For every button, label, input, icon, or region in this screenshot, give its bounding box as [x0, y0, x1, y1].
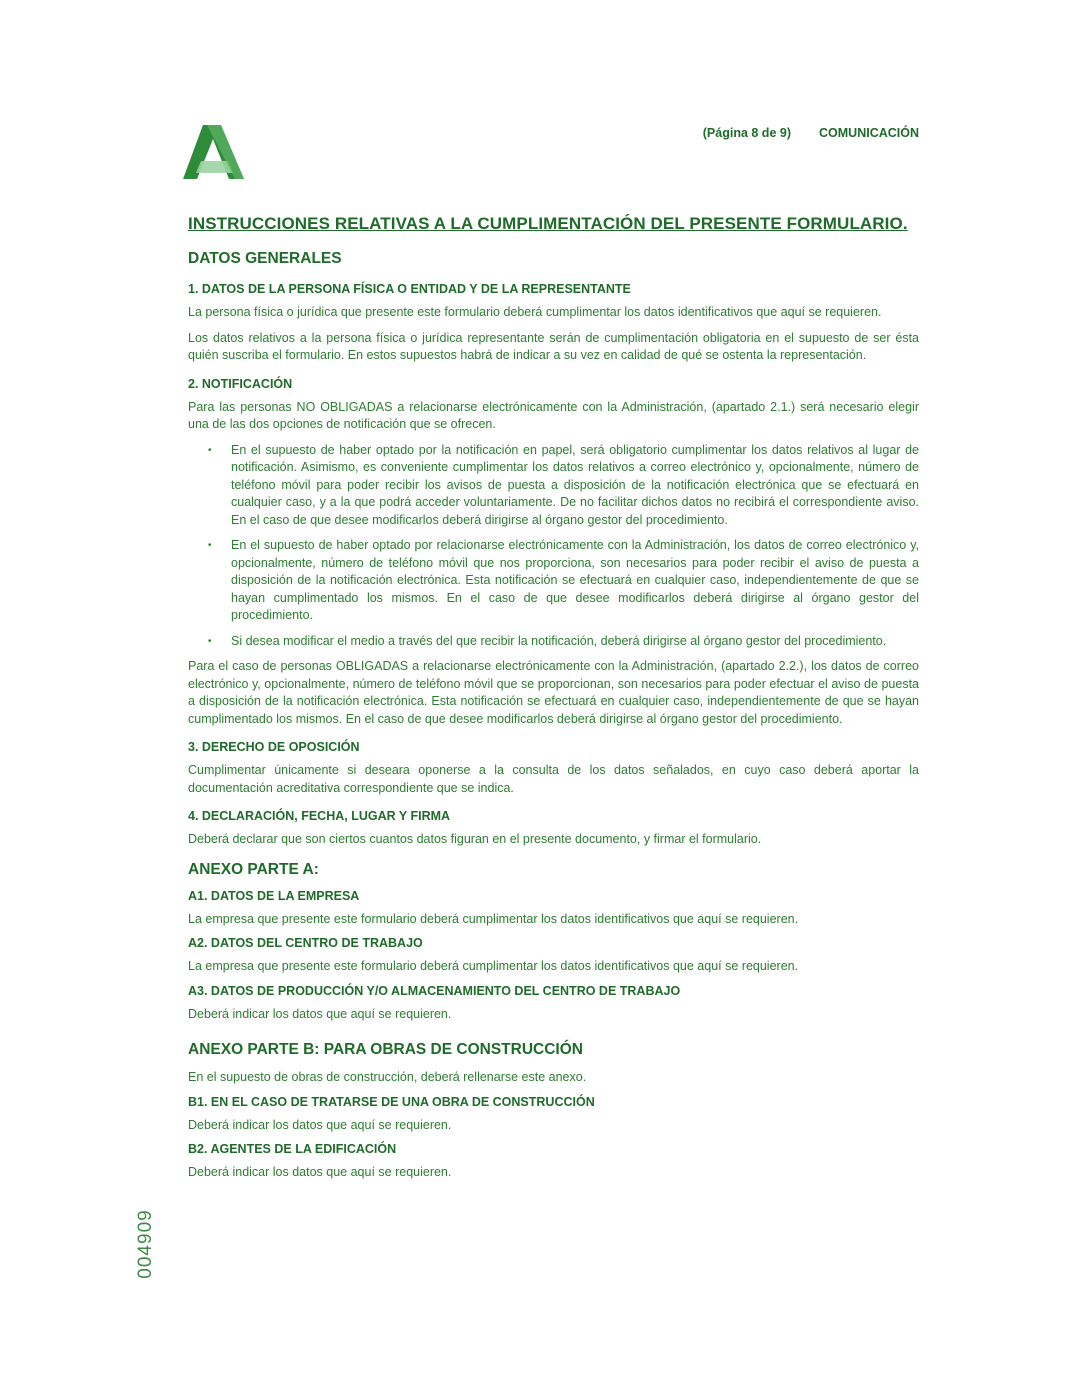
paragraph: Deberá indicar los datos que aquí se requieren.: [188, 1165, 452, 1179]
paragraph: La empresa que presente este formulario deberá cumplimentar los datos identificativos que aquí se requieren.: [188, 959, 799, 973]
paragraph: En el supuesto de obras de construcción, deberá rellenarse este anexo.: [188, 1070, 587, 1084]
subsection-heading-2: 2. NOTIFICACIÓN: [188, 376, 293, 391]
notification-options-list: [188, 442, 919, 651]
subsection-heading-a1: A1. DATOS DE LA EMPRESA: [188, 888, 360, 903]
subsection-heading-4: 4. DECLARACIÓN, FECHA, LUGAR Y FIRMA: [188, 809, 451, 823]
list-item: • En el supuesto de haber optado por relacionarse electrónicamente con la Administración, los datos de correo electrónico y, opcionalmente, número de teléfono móvil que nos proporciona, son necesarios para poder recibir el aviso de puesta a disposición de la notificación electrónica. Esta notificación se efectuará en cualquier caso, independientemente de que se hayan cumplimentado los mismos. En el caso de que desee modificarlos deberá dirigirse al órgano gestor del procedimiento.: [231, 537, 919, 625]
paragraph: Para las personas NO OBLIGADAS a relacionarse electrónicamente con la Administración, (apartado 2.1.) será necesario elegir una de las dos opciones de notificación que se ofrecen.: [188, 399, 919, 431]
page-number: (Página 8 de 9): [702, 126, 791, 140]
list-item: • Si desea modificar el medio a través del que recibir la notificación, deberá dirigirse al órgano gestor del procedimiento.: [231, 633, 919, 651]
paragraph: La empresa que presente este formulario deberá cumplimentar los datos identificativos que aquí se requieren.: [188, 911, 799, 926]
side-document-code: 004909: [135, 1209, 156, 1279]
paragraph: Deberá declarar que son ciertos cuantos datos figuran en el presente documento, y firmar el formulario.: [188, 832, 762, 846]
subsection-heading-1: 1. DATOS DE LA PERSONA FÍSICA O ENTIDAD Y DE LA REPRESENTANTE: [188, 282, 631, 296]
list-item: • En el supuesto de haber optado por la notificación en papel, será obligatorio cumplimentar los datos relativos al lugar de notificación. Asimismo, es conveniente cumplimentar los datos relativos a correo electrónico y, opcionalmente, número de teléfono móvil para poder recibir los avisos de puesta a disposición de la notificación electrónica que se efectuará en cualquier caso, y a la que podrá acceder voluntariamente. De no facilitar dichos datos no recibirá el correspondiente aviso. En el caso de que desee modificarlos deberá dirigirse al órgano gestor del procedimiento.: [231, 442, 919, 530]
paragraph: Para el caso de personas OBLIGADAS a relacionarse electrónicamente con la Administración, (apartado 2.2.), los datos de correo electrónico y, opcionalmente, número de teléfono móvil que se proporcionan, son necesarios para poder efectuar el aviso de puesta a disposición de la notificación electrónica. Esta notificación se efectuará en cualquier caso, independientemente de que se hayan cumplimentado los mismos. En el caso de que desee modificarlos deberá dirigirse al órgano gestor del procedimiento.: [188, 659, 919, 726]
junta-andalucia-logo-icon: [183, 123, 245, 181]
paragraph: Cumplimentar únicamente si deseara oponerse a la consulta de los datos señalados, en cuyo caso deberá aportar la documentación acreditativa correspondiente que se indica.: [188, 763, 919, 795]
instructions-content: [188, 214, 919, 1190]
section-heading-anexo-a: ANEXO PARTE A:: [188, 860, 319, 878]
document-type: COMUNICACIÓN: [819, 126, 919, 140]
page-header: [640, 126, 919, 140]
subsection-heading-b2: B2. AGENTES DE LA EDIFICACIÓN: [188, 1142, 397, 1156]
subsection-heading-b1: B1. EN EL CASO DE TRATARSE DE UNA OBRA DE CONSTRUCCIÓN: [188, 1094, 595, 1109]
paragraph: Deberá indicar los datos que aquí se requieren.: [188, 1117, 452, 1132]
page-title: INSTRUCCIONES RELATIVAS A LA CUMPLIMENTACIÓN DEL PRESENTE FORMULARIO.: [188, 214, 908, 233]
subsection-heading-a2: A2. DATOS DEL CENTRO DE TRABAJO: [188, 936, 423, 950]
section-heading-datos-generales: DATOS GENERALES: [188, 250, 342, 267]
paragraph: Deberá indicar los datos que aquí se requieren.: [188, 1006, 452, 1021]
paragraph: La persona física o jurídica que presente este formulario deberá cumplimentar los datos identificativos que aquí se requieren.: [188, 305, 882, 319]
subsection-heading-a3: A3. DATOS DE PRODUCCIÓN Y/O ALMACENAMIENTO DEL CENTRO DE TRABAJO: [188, 983, 681, 998]
subsection-heading-3: 3. DERECHO DE OPOSICIÓN: [188, 740, 360, 754]
section-heading-anexo-b: ANEXO PARTE B: PARA OBRAS DE CONSTRUCCIÓN: [188, 1041, 583, 1058]
paragraph: Los datos relativos a la persona física o jurídica representante serán de cumplimentación obligatoria en el supuesto de ser ésta quién suscriba el formulario. En estos supuestos habrá de indicar a su vez en calidad de qué se ostenta la representación.: [188, 330, 919, 362]
